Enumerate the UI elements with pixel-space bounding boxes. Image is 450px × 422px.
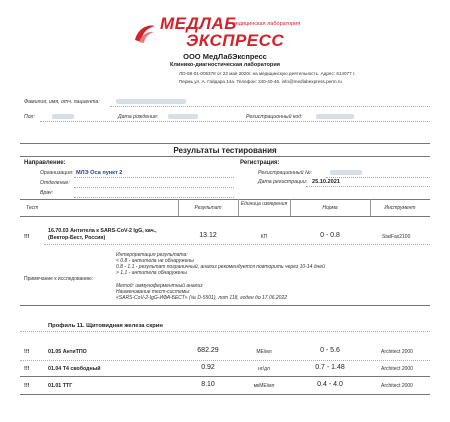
patient-name-label: Фамилия, имя, отч. пациента: xyxy=(24,99,100,105)
covid-instrument: StatFax2100 xyxy=(382,234,411,240)
col-unit: Единица измерения xyxy=(240,201,288,207)
row-marker: !!! xyxy=(24,383,30,389)
lab-type: Клинико-диагностическая лаборатория xyxy=(169,62,281,68)
interp-2: 0.8 - 1.1 - результат пограничный, анализ рекомендуется повторить через 10-14 дней xyxy=(116,264,325,270)
brand-subtitle: медицинская лаборатория xyxy=(232,21,301,27)
org-label: Организация: xyxy=(40,170,74,176)
row-marker: !!! xyxy=(24,366,30,372)
section-title: Результаты тестирования xyxy=(173,146,277,155)
covid-norm: 0 - 0.8 xyxy=(320,232,340,239)
dob-redacted xyxy=(168,114,198,119)
sex-label: Пол: xyxy=(24,114,35,120)
row-norm: 0.7 - 1.48 xyxy=(315,364,345,371)
covid-unit: КП xyxy=(260,234,268,240)
dept-label: Отделение: xyxy=(40,180,70,186)
row-result: 8.10 xyxy=(201,381,215,388)
registration-title: Регистрация: xyxy=(240,160,280,166)
org-value: МЛЭ Оса пункт 2 xyxy=(76,170,123,176)
logo xyxy=(132,14,312,50)
system-value: «SARS-CoV-2-IgG-ИФА-БЕСТ» (№ D-5501), лот 118, годен до 17.06.2022 xyxy=(116,295,288,301)
brand-top: МЕДЛАБ xyxy=(160,14,237,33)
row-unit: мкМЕ/мл xyxy=(253,383,275,389)
col-result: Результат xyxy=(194,205,222,211)
referral-title: Направление: xyxy=(24,160,66,166)
doctor-label: Врач: xyxy=(40,190,54,196)
dob-label: Дата рождения: xyxy=(118,114,159,120)
row-unit: нг/дл xyxy=(258,366,270,372)
reg-date-value: 25.10.2021 xyxy=(312,179,340,185)
row-marker: !!! xyxy=(24,349,30,355)
note-label: Примечание к исследованию: xyxy=(24,276,94,282)
address-line: Пермь ул. А. Гайдара 14а. Телефон: 240-40-46. info@medlabexpress.perm.ru xyxy=(179,79,342,84)
col-test: Тест xyxy=(26,205,39,211)
row-test-name: 01.05 АнтиТПО xyxy=(48,349,87,355)
row-unit: МЕ/мл xyxy=(256,349,272,355)
interp-3: > 1.1 - антитела обнаружены xyxy=(116,270,187,276)
company-name: ООО МедЛабЭкспресс xyxy=(183,52,267,61)
covid-marker: !!! xyxy=(24,234,30,240)
license-line: ЛО-59-01-005378 от 22 мая 2020г. на медицинскую деятельность. Адрес: 614077 г. xyxy=(179,71,356,76)
system-title: Наименование тест-системы: xyxy=(116,289,191,295)
row-norm: 0 - 5.6 xyxy=(320,347,340,354)
row-instrument: Architect 2000 xyxy=(381,349,413,355)
brand-bottom: ЭКСПРЕСС xyxy=(186,31,285,50)
sex-redacted xyxy=(52,114,74,119)
reg-code-label: Регистрационный код: xyxy=(246,114,303,120)
col-norm: Норма xyxy=(322,205,338,211)
reg-no-redacted xyxy=(330,170,362,175)
row-result: 682.29 xyxy=(197,347,219,354)
profile-title: Профиль 11. Щитовидная железа скрин xyxy=(48,323,163,329)
row-test-name: 01.04 Т4 свободный xyxy=(48,366,101,372)
reg-date-label: Дата регистрации: xyxy=(258,179,308,185)
method: Метод: иммуноферментный анализ xyxy=(116,283,203,289)
row-norm: 0.4 - 4.0 xyxy=(317,381,343,388)
patient-name-redacted xyxy=(116,99,186,104)
interp-1: < 0.8 - антитела не обнаружены xyxy=(116,258,194,264)
reg-no-label: Регистрационный №: xyxy=(258,170,313,176)
covid-test-name-1: 16.70.03 Антитела к SARS-CoV-2 IgG, кач., xyxy=(48,228,157,234)
col-instrument: Инструмент xyxy=(384,205,416,211)
row-result: 0.92 xyxy=(201,364,215,371)
logo-swoosh-icon xyxy=(132,20,158,46)
row-test-name: 01.01 ТТГ xyxy=(48,383,73,389)
row-instrument: Architect 2000 xyxy=(381,383,413,389)
interp-title: Интерпретация результата: xyxy=(116,252,188,258)
reg-code-redacted xyxy=(316,114,354,119)
covid-test-name-2: (Вектор-Бест, Россия) xyxy=(48,235,106,241)
covid-result: 13.12 xyxy=(199,232,217,239)
row-instrument: Architect 2000 xyxy=(381,366,413,372)
